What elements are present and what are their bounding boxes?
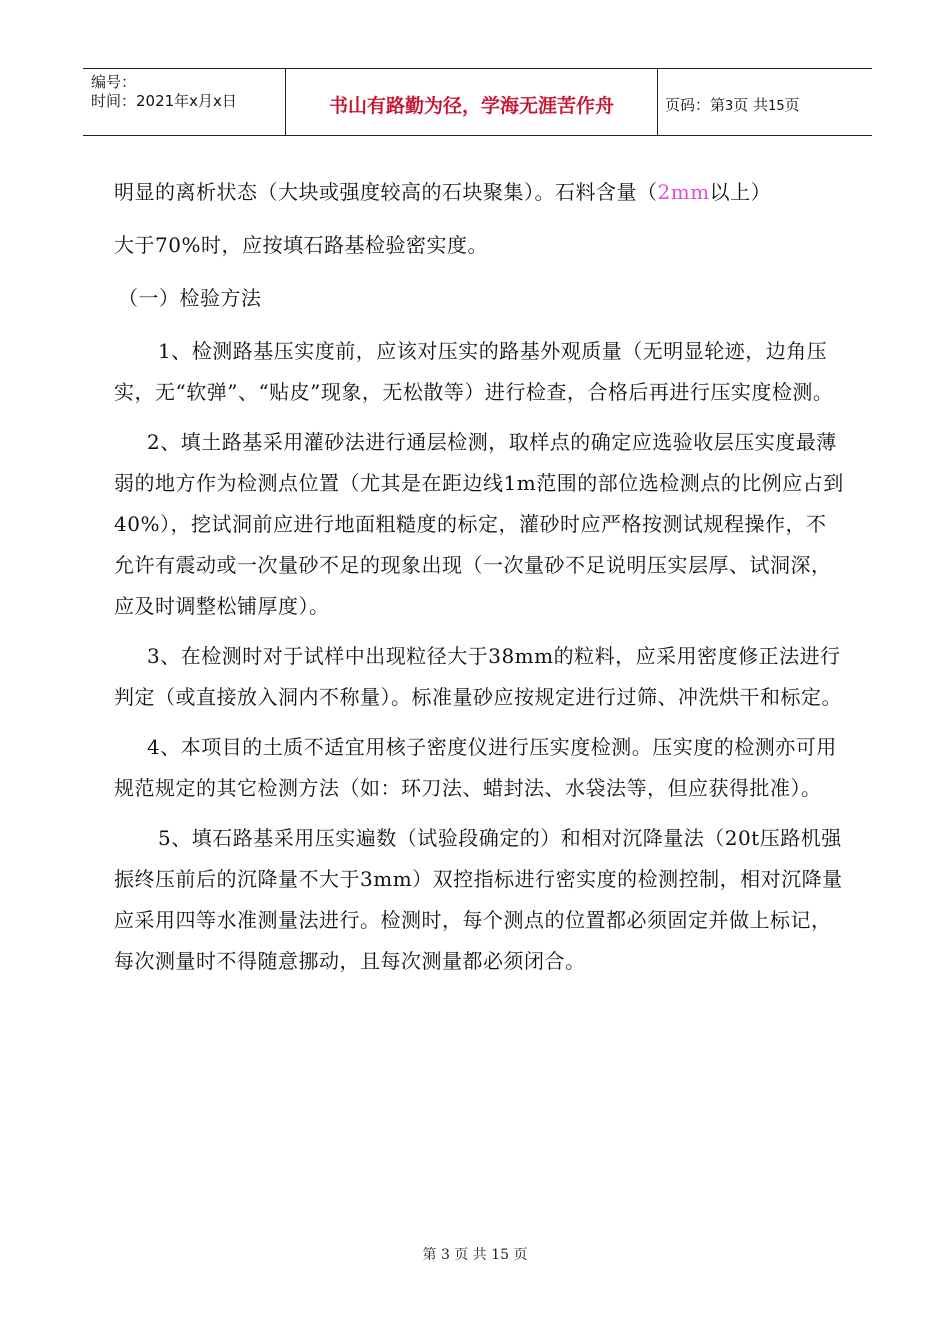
document-number-label: 编号： — [91, 73, 137, 91]
page-suffix: 页 — [784, 96, 800, 114]
header-meta — [91, 73, 237, 111]
paragraph-item-1: 1、检测路基压实度前，应该对压实的路基外观质量（无明显轮迹，边角压实，无“软弹”、“贴皮”现象，无松散等）进行检查，合格后再进行压实度检测。 — [114, 339, 834, 404]
section-heading: （一）检验方法 — [118, 286, 262, 310]
page-mid: 页 共 — [733, 96, 769, 114]
page-header — [83, 68, 872, 136]
header-page-number — [665, 94, 800, 115]
document-time-label: 时间：2021年x月x日 — [91, 92, 237, 110]
page-total: 15 — [768, 99, 785, 114]
paragraph-text: 明显的离析状态（大块或强度较高的石块聚集）。石料含量（ — [114, 180, 658, 204]
page-footer: 第 3 页 共 15 页 — [422, 1247, 528, 1263]
paragraph-item-5: 5、填石路基采用压实遍数（试验段确定的）和相对沉降量法（20t压路机强振终压前后的沉降量不大于3mm）双控指标进行密实度的检测控制，相对沉降量应采用四等水准测量法进行。检测时，每个测点的位置都必须固定并做上标记，每次测量时不得随意挪动，且每次测量都必须闭合。 — [114, 826, 843, 973]
paragraph-item-3: 3、在检测时对于试样中出现粒径大于38mm的粒料，应采用密度修正法进行判定（或直接放入洞内不称量）。标准量砂应按规定进行过筛、冲洗烘干和标定。 — [114, 644, 842, 709]
paragraph-item-2: 2、填土路基采用灌砂法进行通层检测，取样点的确定应选验收层压实度最薄弱的地方作为检测点位置（尤其是在距边线1m范围的部位选检测点的比例应占到40%），挖试洞前应进行地面粗糙度的标定，灌砂时应严格按测试规程操作，不允许有震动或一次量砂不足的现象出现（一次量砂不足说明压实层厚、试洞深，应及时调整松铺厚度）。 — [114, 430, 844, 618]
paragraph-text: 以上） — [709, 180, 772, 204]
header-motto: 书山有路勤为径，学海无涯苦作舟 — [328, 95, 614, 117]
paragraph-item-4: 4、本项目的土质不适宜用核子密度仪进行压实度检测。压实度的检测亦可用规范规定的其它检测方法（如：环刀法、蜡封法、水袋法等，但应获得批准）。 — [114, 735, 837, 800]
page-prefix: 页码：第 — [665, 96, 726, 114]
document-body — [114, 172, 844, 982]
header-divider — [657, 69, 658, 135]
highlighted-text: 2mm — [657, 180, 710, 204]
paragraph-continuation-line2: 大于70%时，应按填石路基检验密实度。 — [114, 233, 488, 257]
paragraph-continuation — [114, 172, 844, 213]
page-current: 3 — [725, 99, 734, 114]
